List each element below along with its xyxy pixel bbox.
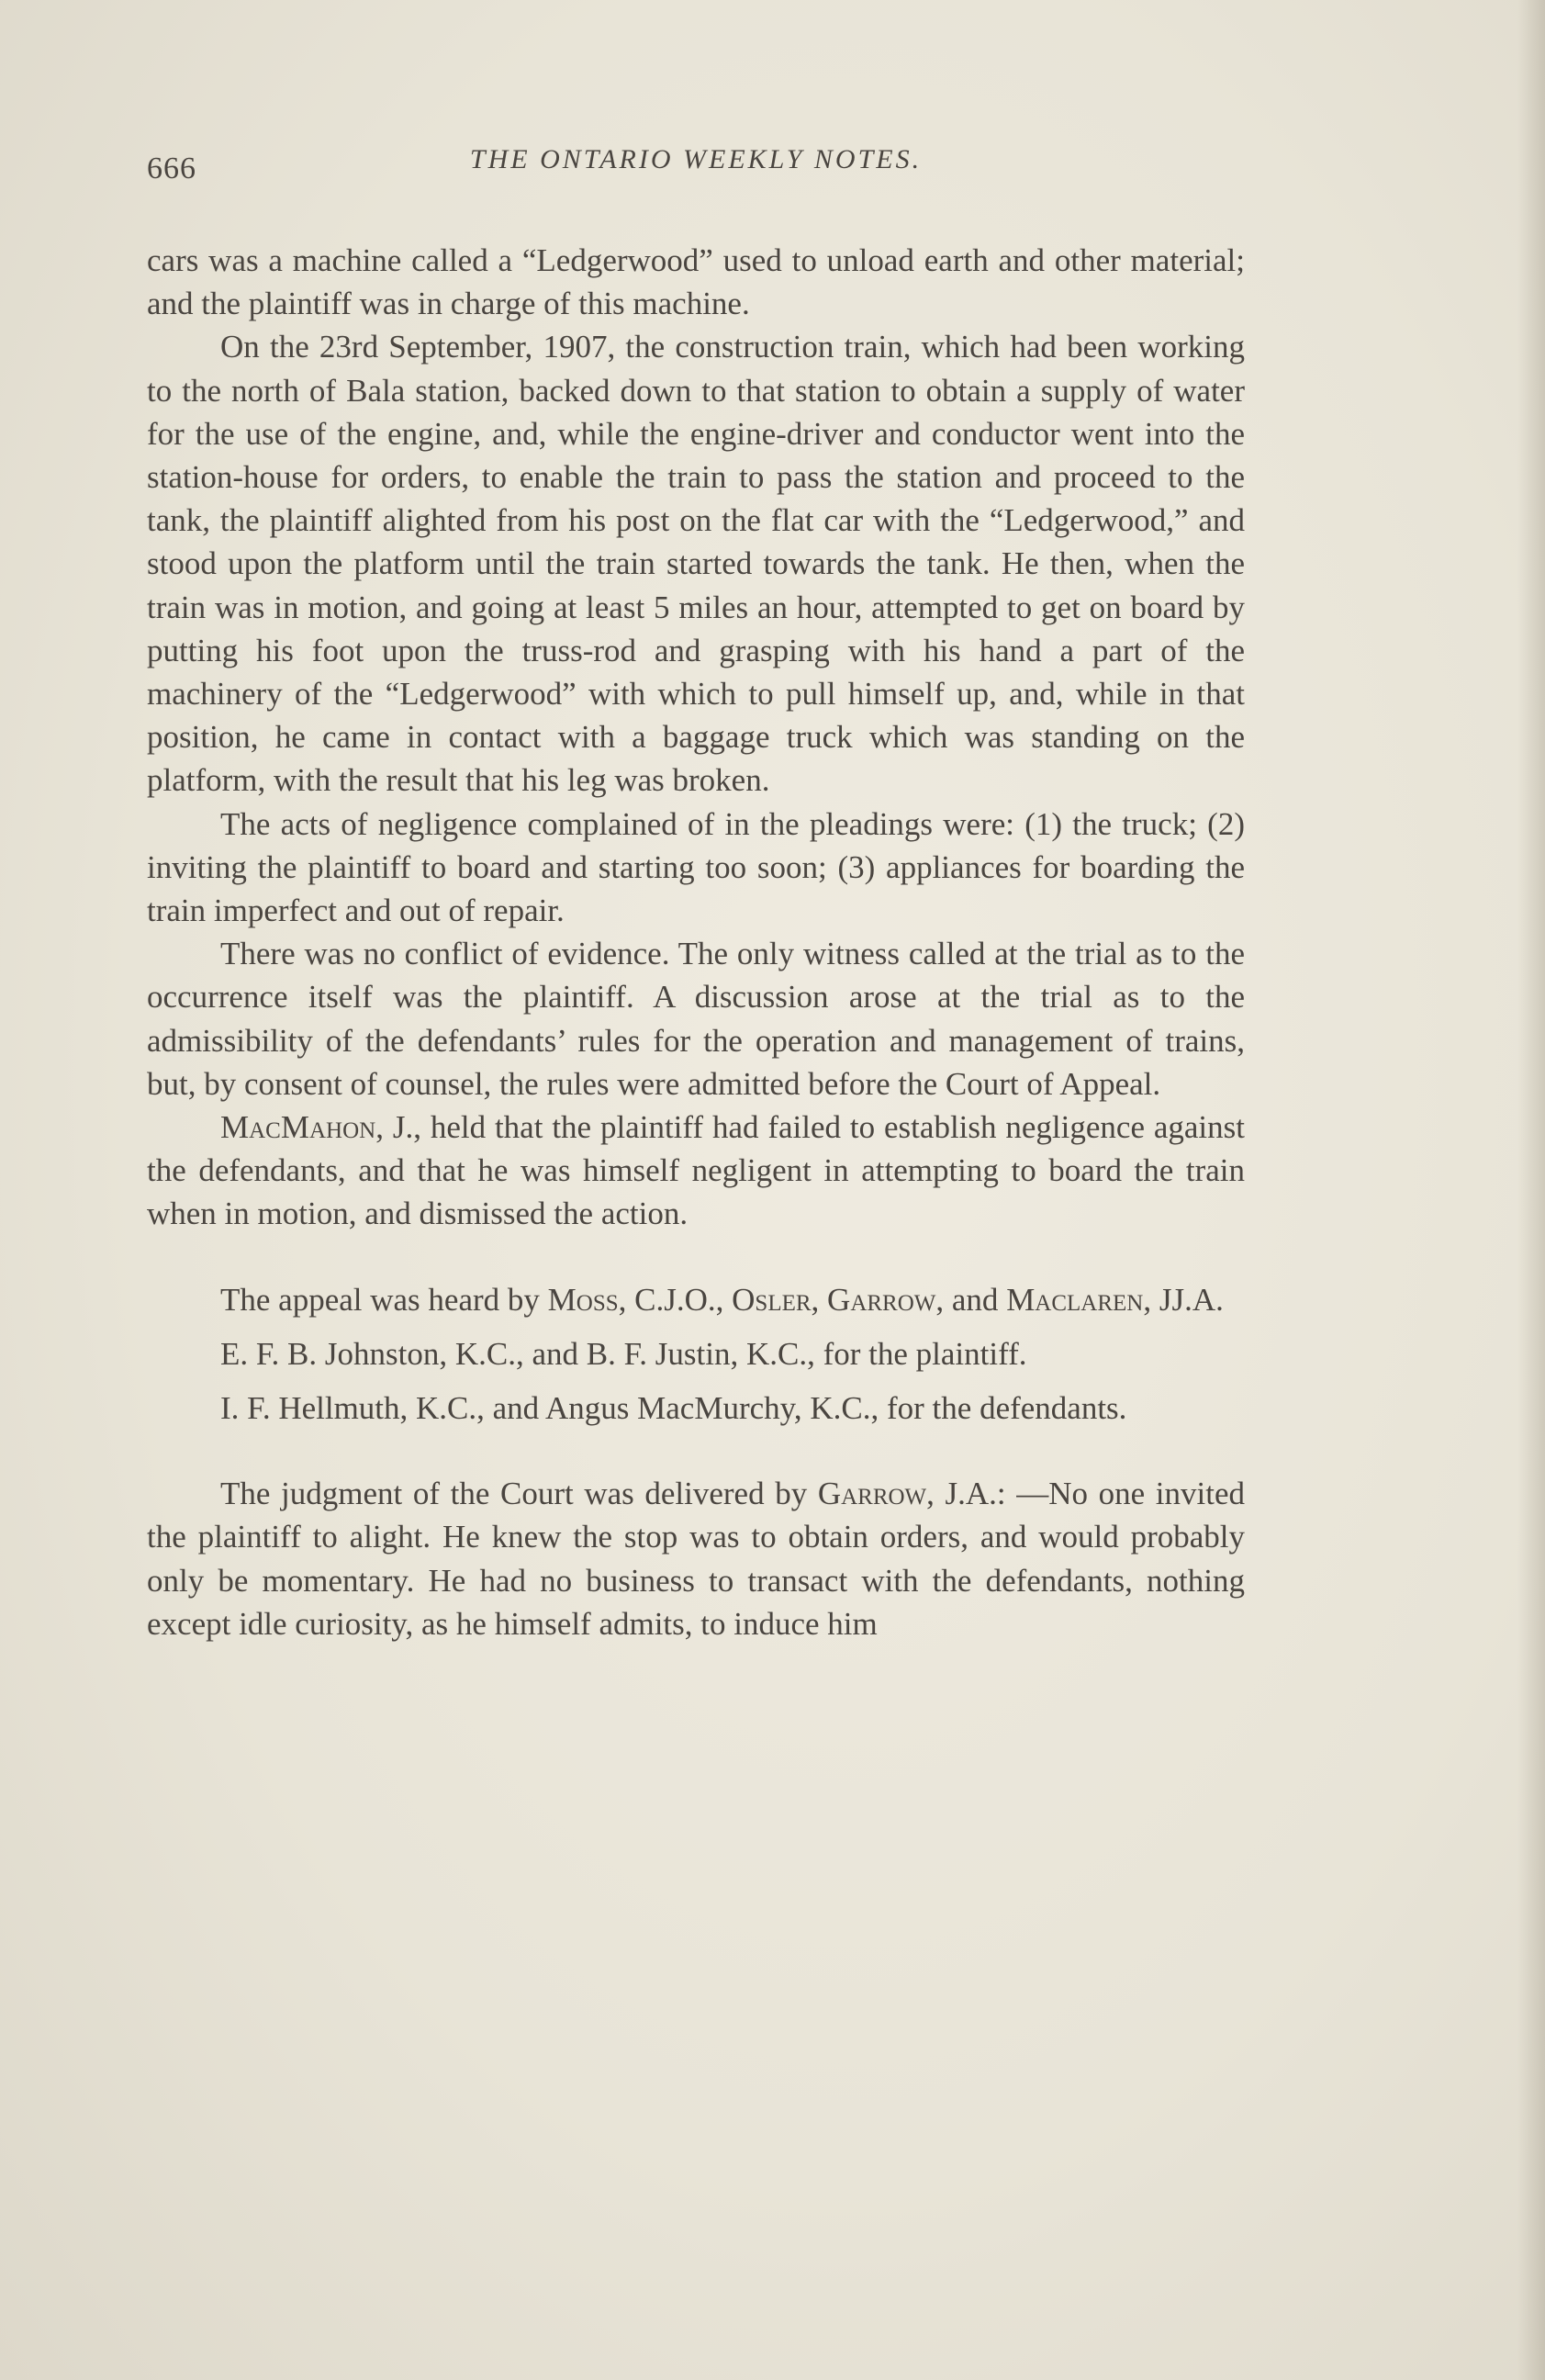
paragraph-appeal-heard [147,1278,1245,1321]
text-run: , C.J.O., [618,1281,733,1318]
document-body [147,138,1245,1645]
text-run: The judgment of the Court was delivered by [220,1476,818,1512]
text-run: , J.A.: —No one invited the plaintiff to alight. He knew the stop was to obtain orders, and would probably only be momentary. He had no business to transact with the defendants, nothing except idle curiosity, as he himself admits, to induce him [147,1476,1245,1642]
text-run: The appeal was heard by [220,1281,548,1318]
text-run: , and [935,1281,1007,1318]
page-header [147,138,1245,204]
paragraph-evidence: There was no conflict of evidence. The only witness called at the trial as to the occurrence itself was the plaintiff. A discussion arose at the trial as to the admissibility of the defendants’ rules for the operation and management of trains, but, by consent of counsel, the rules were admitted before the Court of Appeal. [147,936,1245,1102]
paragraph-counsel-defendants: I. F. Hellmuth, K.C., and Angus MacMurchy, K.C., for the defendants. [220,1390,1127,1427]
text-run: , JJ.A. [1143,1281,1224,1318]
text-run: , [811,1281,828,1318]
paragraph-counsel-plaintiff: E. F. B. Johnston, K.C., and B. F. Justin, K.C., for the plaintiff. [220,1335,1027,1372]
running-head: THE ONTARIO WEEKLY NOTES. [469,144,923,174]
paragraph-text: , J., held that the plaintiff had failed to establish negligence against the defendants, and that he was himself negligent in attempting to board the train when in motion, and dismissed the action. [147,1109,1245,1232]
judge-name: MacMahon [220,1109,376,1146]
judge-name: Moss [547,1281,619,1318]
paragraph-appeal-judgment [147,1472,1245,1645]
judge-name: Garrow [817,1476,927,1512]
judge-name: Maclaren [1006,1281,1144,1318]
paragraph-facts: On the 23rd September, 1907, the construction train, which had been working to the north of Bala station, backed down to that station to obtain a supply of water for the use of the engine, and, while the engine-driver and conductor went into the station-house for orders, to enable the train to pass the station and proceed to the tank, the plaintiff alighted from his post on the flat car with the “Ledgerwood,” and stood upon the platform until the train started towards the tank. He then, when the train was in motion, and going at least 5 miles an hour, attempted to get on board by putting his foot upon the truss-rod and grasping with his hand a part of the machinery of the “Ledgerwood” with which to pull himself up, and, while in that position, he came in contact with a baggage truck which was standing on the platform, with the result that his leg was broken. [147,329,1245,799]
judge-name: Osler [732,1281,812,1318]
page-edge-shadow [1517,0,1545,2380]
page-number: 666 [147,152,196,185]
paragraph-negligence: The acts of negligence complained of in the pleadings were: (1) the truck; (2) inviting the plaintiff to board and starting too soon; (3) appliances for boarding the train imperfect and out of repair. [147,805,1245,929]
paragraph-continuation: cars was a machine called a “Ledgerwood” used to unload earth and other material; and the plaintiff was in charge of this machine. [147,242,1245,322]
paragraph-trial-judgment [147,1106,1245,1236]
judge-name: Garrow [827,1281,936,1318]
